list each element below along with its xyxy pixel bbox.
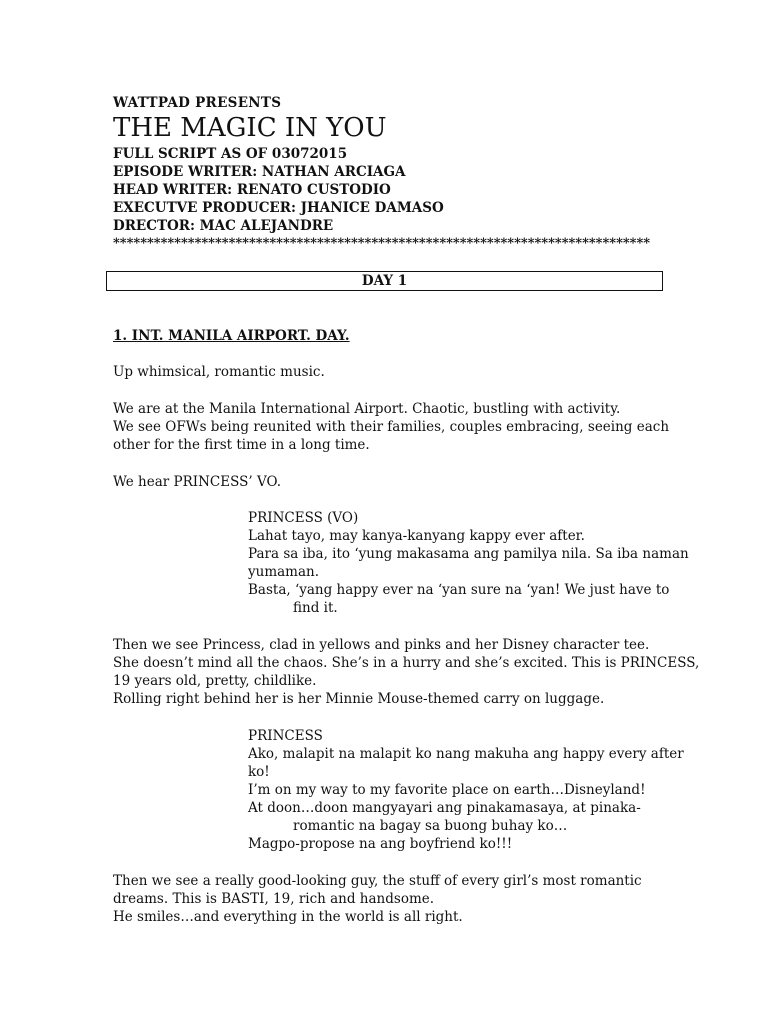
action-line: Then we see a really good-looking guy, the stuff of every girl’s most romantic [113, 873, 642, 889]
dialogue-line: Ako, malapit na malapit ko nang makuha ang happy every after [248, 746, 684, 762]
action-line: Rolling right behind her is her Minnie Mouse-themed carry on luggage. [113, 691, 605, 707]
credit-line: HEAD WRITER: RENATO CUSTODIO [113, 182, 391, 198]
action-line: Then we see Princess, clad in yellows and pinks and her Disney character tee. [113, 637, 650, 653]
character-name: PRINCESS (VO) [248, 510, 359, 526]
dialogue-line: Lahat tayo, may kanya-kanyang kappy ever after. [248, 528, 585, 544]
character-name: PRINCESS [248, 728, 323, 744]
dialogue-line: find it. [293, 600, 338, 616]
page-title: THE MAGIC IN YOU [113, 113, 387, 143]
credit-line: EPISODE WRITER: NATHAN ARCIAGA [113, 164, 406, 180]
credit-line: FULL SCRIPT AS OF 03072015 [113, 146, 348, 162]
action-line: Up whimsical, romantic music. [113, 364, 325, 380]
separator: ******************************************************************************* [113, 236, 651, 251]
dialogue-line: Para sa iba, ito ‘yung makasama ang pamilya nila. Sa iba naman [248, 546, 689, 562]
action-line: dreams. This is BASTI, 19, rich and handsome. [113, 891, 435, 907]
day-box: DAY 1 [106, 271, 663, 291]
presents-line: WATTPAD PRESENTS [113, 95, 282, 111]
dialogue-line: I’m on my way to my favorite place on earth…Disneyland! [248, 782, 646, 798]
scene-heading: 1. INT. MANILA AIRPORT. DAY. [113, 328, 350, 344]
credit-line: EXECUTVE PRODUCER: JHANICE DAMASO [113, 200, 444, 216]
dialogue-line: At doon…doon mangyayari ang pinakamasaya, at pinaka- [248, 800, 641, 816]
action-line: She doesn’t mind all the chaos. She’s in a hurry and she’s excited. This is PRINCESS, [113, 655, 700, 671]
dialogue-line: Magpo-propose na ang boyfriend ko!!! [248, 836, 513, 852]
dialogue-line: romantic na bagay sa buong buhay ko… [293, 818, 568, 834]
action-line: We are at the Manila International Airport. Chaotic, bustling with activity. [113, 401, 621, 417]
dialogue-line: ko! [248, 764, 270, 780]
action-line: 19 years old, pretty, childlike. [113, 673, 317, 689]
action-line: He smiles…and everything in the world is all right. [113, 909, 463, 925]
action-line: We hear PRINCESS’ VO. [113, 474, 282, 490]
action-line: other for the first time in a long time. [113, 437, 370, 453]
action-line: We see OFWs being reunited with their families, couples embracing, seeing each [113, 419, 670, 435]
dialogue-line: yumaman. [248, 564, 320, 580]
dialogue-line: Basta, ‘yang happy ever na ‘yan sure na ‘yan! We just have to [248, 582, 670, 598]
credit-line: DRECTOR: MAC ALEJANDRE [113, 218, 334, 234]
